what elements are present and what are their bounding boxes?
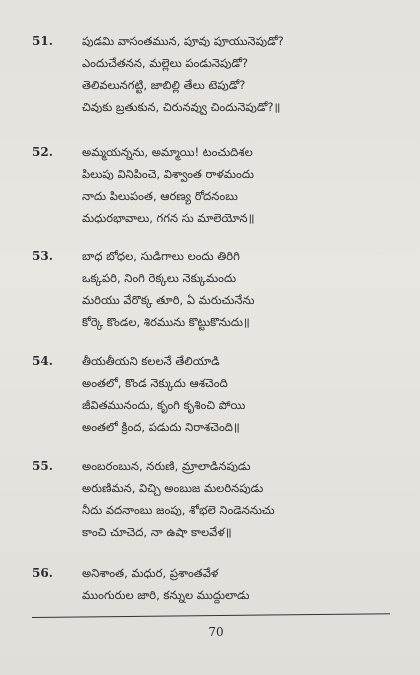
verse-line: ఎందుచేతనన, మల్లెలు పండునెపుడో? [82, 56, 249, 70]
stanza-number: 56. [32, 566, 53, 580]
verse-line: కోర్కె కొండల, శిరమును కొట్టుకొనుదు॥ [82, 315, 250, 329]
stanza-number: 53. [32, 249, 53, 263]
stanza-lines [82, 455, 275, 543]
verse-line: పిలుపు వినిపించె, విశ్వాంత రాళమందు [82, 167, 254, 181]
verse-line: అమ్మయన్నను, అమ్మాయి! టంచుదిశల [82, 145, 253, 159]
verse-line: అంబరంబున, నరుణి, మ్రాలాడినపుడు [82, 459, 251, 473]
stanza-number: 54. [32, 354, 53, 368]
stanza-number: 55. [32, 459, 53, 473]
verse-line: ఒక్కపరి, నింగి రెక్కలు నెక్కుమందు [82, 271, 237, 285]
verse-line: జీవితమునందు, కృంగి కృశించి పోయి [82, 398, 246, 412]
verse-line: బాధ బోధల, సుడిగాలు లందు తిరిగి [82, 249, 240, 263]
footer-rule [32, 613, 390, 618]
stanza-lines [82, 30, 284, 118]
verse-line: మరియు వేరొక్క తూరి, ఏ మరుచునేను [82, 293, 255, 307]
stanza-number: 52. [32, 145, 53, 159]
stanza-lines [82, 141, 255, 229]
verse-line: తీయతీయని కలలనే తేలియాడి [82, 354, 220, 368]
stanza-lines [82, 350, 245, 438]
verse-line: పుడమి వాసంతమున, పూవు పూయునెపుడో? [82, 34, 284, 48]
verse-line: కాంచి చూచెద, నా ఉషా కాలవేళ॥ [82, 525, 232, 539]
verse-line: నీదు వదనాంబు జంపు, శోభలె నిండెననుచు [82, 503, 275, 517]
verse-line: అంతలో, కొండ నెక్కుదు ఆశచెంది [82, 376, 228, 390]
verse-line: అనిశాంత, మధుర, ప్రశాంతవేళ [82, 566, 219, 580]
stanza-lines [82, 562, 250, 606]
page-number: 70 [208, 625, 224, 639]
verse-line: మధురభావాలు, గగన సు మాలెయోన॥ [82, 211, 255, 225]
stanza-number: 51. [32, 34, 53, 48]
verse-line: చివుకు బ్రతుకున, చిరునవ్వు చిందునెపుడో?॥ [82, 100, 281, 114]
verse-line: తెలివలునగట్టి, జాబిల్లి తేలు టెపుడో? [82, 78, 246, 92]
verse-line: ముంగురుల జారి, కన్నుల ముద్దులాడు [82, 588, 250, 602]
stanza-lines [82, 245, 255, 333]
verse-line: అరుణిమన, విచ్చి అంబుజ మలరినపుడు [82, 481, 264, 495]
verse-line: అంతలో క్రింద, పడుదు నిరాశచెంది॥ [82, 420, 240, 434]
verse-line: నాదు పిలుపంత, ఆరణ్య రోదనంబు [82, 189, 238, 203]
